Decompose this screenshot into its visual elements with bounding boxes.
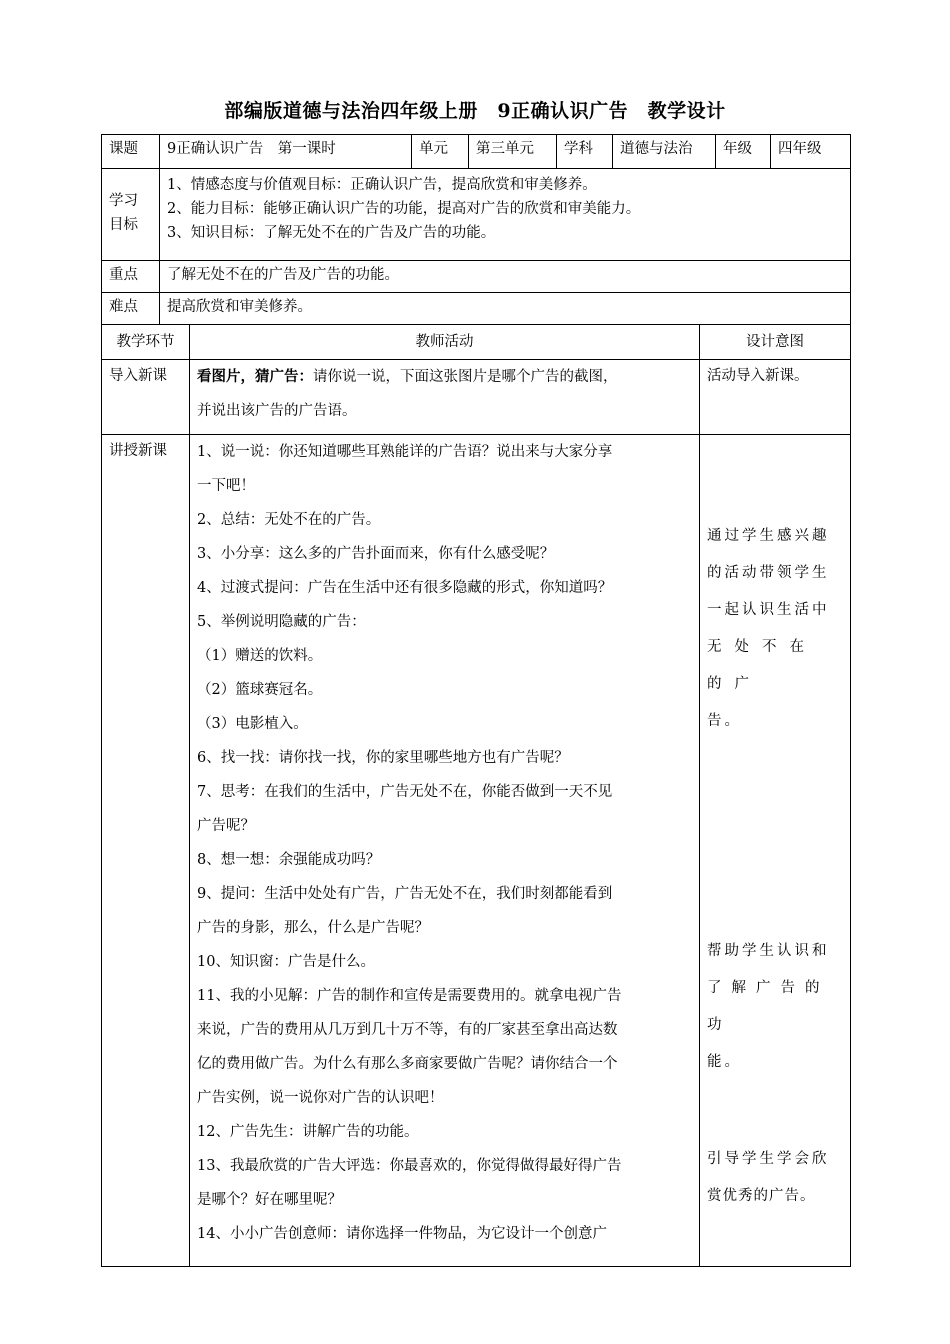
lecture-line: 12、广告先生：讲解广告的功能。 [197,1124,419,1140]
lecture-line: 是哪个？好在哪里呢？ [197,1192,342,1208]
lecture-line: 11、我的小见解：广告的制作和宣传是需要费用的。就拿电视广告 [197,988,622,1004]
intent-line: 引导学生学会欣 [707,1151,830,1167]
goal-item: 1、情感态度与价值观目标：正确认识广告，提高欣赏和审美修养。 [167,177,597,193]
lecture-line: 一下吧！ [197,478,255,494]
intro-bold-lead: 看图片，猜广告： [197,368,313,385]
intent-line: 无处不在的广 [707,639,817,692]
lecture-intent [700,435,851,1267]
intent-block-1 [700,518,850,740]
stage-header: 教学环节 [102,325,190,360]
intent-block-3 [700,1141,850,1215]
intent-line: 赏优秀的广告。 [707,1188,816,1204]
lecture-line: 10、知识窗：广告是什么。 [197,954,375,970]
lecture-line: （2）篮球赛冠名。 [197,682,323,698]
goal-item: 3、知识目标：了解无处不在的广告及广告的功能。 [167,225,496,241]
key-point-label: 重点 [102,261,160,293]
lecture-line: 来说，广告的费用从几万到几十万不等，有的厂家甚至拿出高达数 [197,1022,618,1038]
goal-item: 2、能力目标：能够正确认识广告的功能，提高对广告的欣赏和审美能力。 [167,201,641,217]
difficulty-value: 提高欣赏和审美修养。 [160,293,851,325]
intent-header: 设计意图 [700,325,851,360]
lecture-line: 广告实例，说一说你对广告的认识吧！ [197,1090,444,1106]
intent-line: 通过学生感兴趣 [707,528,830,544]
intent-line: 帮助学生认识和 [707,943,830,959]
intro-activity [190,360,700,435]
lecture-line: 广告的身影，那么，什么是广告呢？ [197,920,429,936]
grade-value: 四年级 [771,135,851,169]
lecture-line: 6、找一找：请你找一找，你的家里哪些地方也有广告呢？ [197,750,569,766]
grade-label: 年级 [716,135,771,169]
lecture-line: 5、举例说明隐藏的广告： [197,614,366,630]
lecture-line: 1、说一说：你还知道哪些耳熟能详的广告语？说出来与大家分享 [197,444,613,460]
lecture-line: 14、小小广告创意师：请你选择一件物品，为它设计一个创意广 [197,1226,607,1242]
intent-line: 了解广告的功 [707,980,830,1033]
intro-stage: 导入新课 [102,360,190,435]
lecture-line: （1）赠送的饮料。 [197,648,323,664]
goals-list [160,169,851,261]
difficulty-label: 难点 [102,293,160,325]
process-table [101,324,851,1267]
intro-text: 请你说一说，下面这张图片是哪个广告的截图， [313,369,618,385]
lecture-line: 2、总结：无处不在的广告。 [197,512,381,528]
intro-text-line2: 并说出该广告的广告语。 [197,403,357,419]
intent-block-2 [700,933,850,1081]
subject-value: 道德与法治 [613,135,716,169]
subject-label: 学科 [557,135,613,169]
lecture-line: 8、想一想：余强能成功吗？ [197,852,381,868]
teacher-header: 教师活动 [190,325,700,360]
intro-intent: 活动导入新课。 [700,360,851,435]
topic-label: 课题 [102,135,160,169]
unit-value: 第三单元 [469,135,557,169]
lecture-line: 7、思考：在我们的生活中，广告无处不在，你能否做到一天不见 [197,784,613,800]
document-title: 部编版道德与法治四年级上册 9正确认识广告 教学设计 [224,100,726,122]
intent-line: 的活动带领学生 [707,565,830,581]
topic-value: 9正确认识广告 第一课时 [160,135,412,169]
lecture-line: 9、提问：生活中处处有广告，广告无处不在，我们时刻都能看到 [197,886,613,902]
lecture-line: 13、我最欣赏的广告大评选：你最喜欢的，你觉得做得最好得广告 [197,1158,622,1174]
lecture-line: 亿的费用做广告。为什么有那么多商家要做广告呢？请你结合一个 [197,1056,618,1072]
lecture-line: 4、过渡式提问：广告在生活中还有很多隐藏的形式，你知道吗？ [197,580,613,596]
lecture-stage: 讲授新课 [102,435,190,1267]
key-point-value: 了解无处不在的广告及广告的功能。 [160,261,851,293]
intent-line: 告。 [707,713,742,729]
lecture-line: 广告呢？ [197,818,255,834]
intent-line: 能。 [707,1054,742,1070]
unit-label: 单元 [412,135,469,169]
lecture-line: 3、小分享：这么多的广告扑面而来，你有什么感受呢？ [197,546,555,562]
lecture-line: （3）电影植入。 [197,716,308,732]
lecture-activity [190,435,700,1267]
intent-line: 一起认识生活中 [707,602,830,618]
info-table [101,134,851,325]
goals-label: 学习目标 [102,169,160,261]
